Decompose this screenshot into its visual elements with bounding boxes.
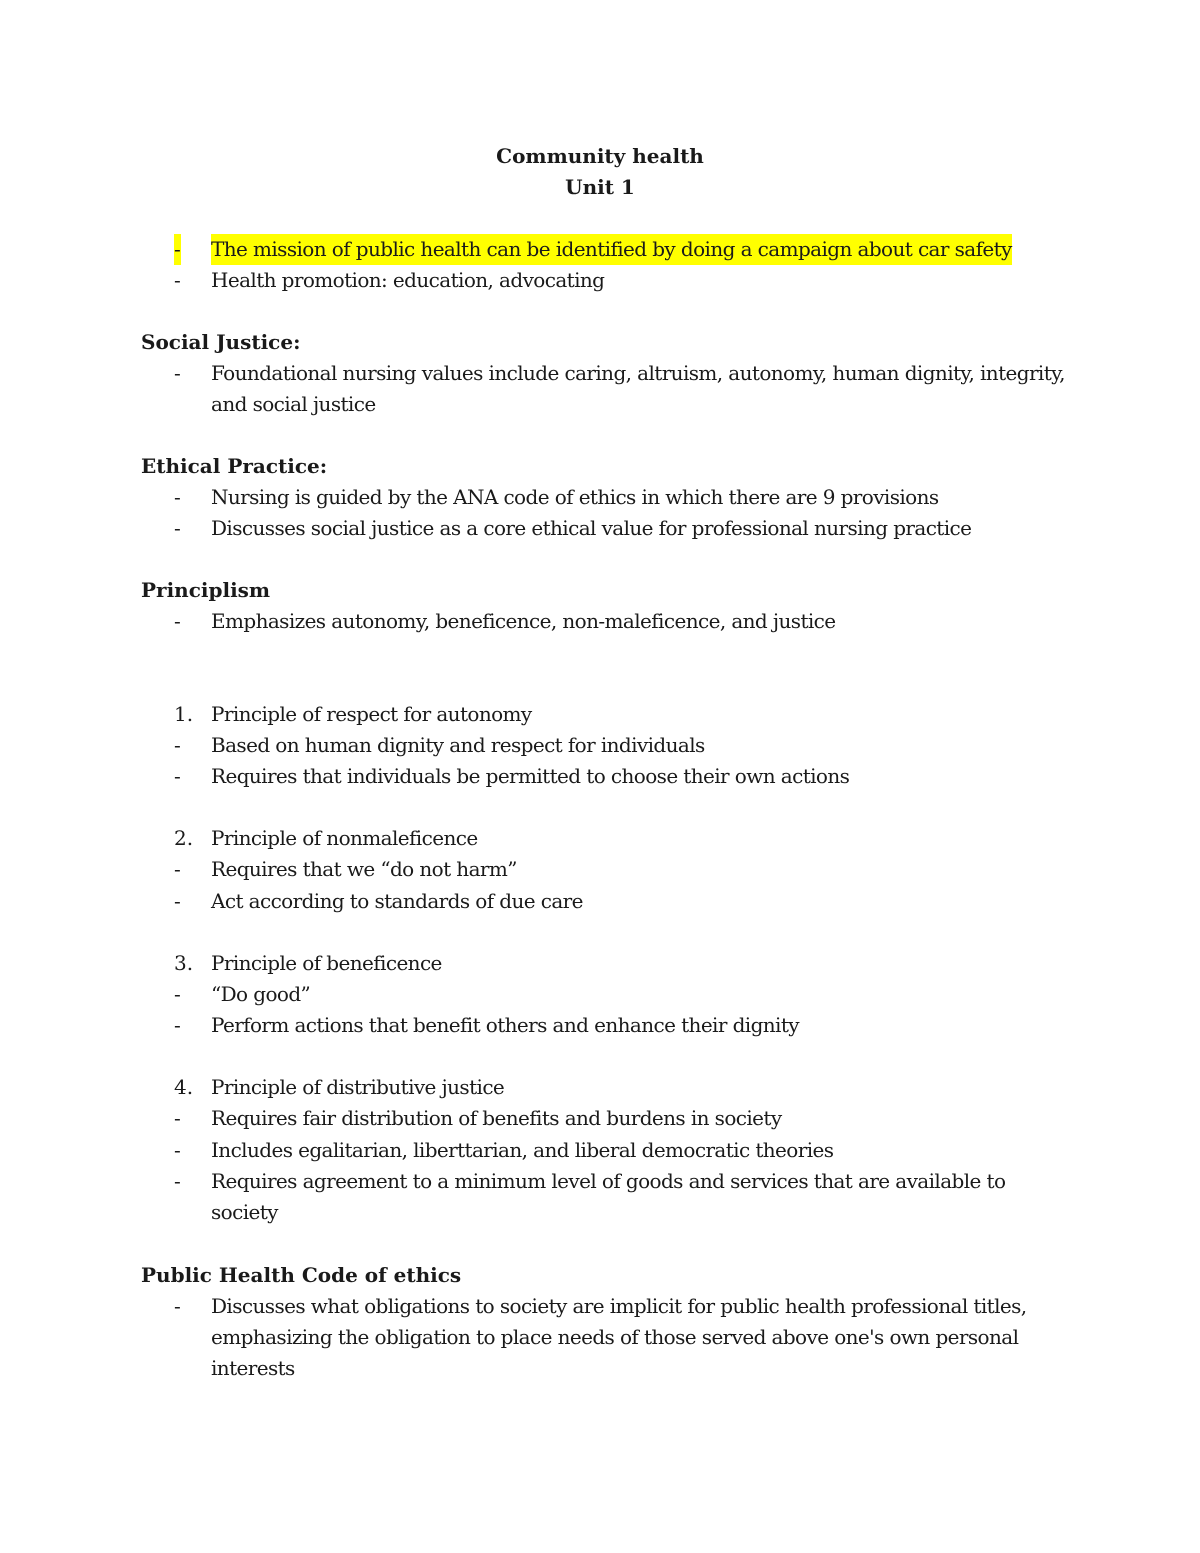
list-item: [141, 1291, 1071, 1384]
list-item: [141, 761, 1071, 792]
section-heading-social-justice: Social Justice:: [141, 330, 301, 354]
bullet-marker: -: [174, 764, 181, 788]
numbered-item: [141, 948, 1071, 979]
list-item-text: Based on human dignity and respect for individuals: [211, 733, 705, 757]
principle-title: Principle of respect for autonomy: [211, 702, 532, 726]
bullet-marker: -: [174, 234, 181, 265]
list-item: [141, 886, 1071, 917]
bullet-marker: -: [174, 268, 181, 292]
list-item: [141, 513, 1071, 544]
list-item-text: Requires that we “do not harm”: [211, 857, 517, 881]
principle-title: Principle of beneficence: [211, 951, 442, 975]
number-marker: 3.: [174, 951, 194, 975]
list-item: [141, 234, 1071, 265]
document-subtitle: Unit 1: [565, 175, 635, 199]
list-item-text: Health promotion: education, advocating: [211, 268, 605, 292]
highlighted-text: The mission of public health can be identified by doing a campaign about car safety: [211, 234, 1012, 265]
bullet-marker: -: [174, 609, 181, 633]
number-marker: 1.: [174, 702, 194, 726]
bullet-marker: -: [174, 361, 181, 385]
bullet-marker: -: [174, 733, 181, 757]
list-item-text: Requires fair distribution of benefits and burdens in society: [211, 1106, 782, 1130]
section-heading-public-health-code: Public Health Code of ethics: [141, 1263, 462, 1287]
list-item-text: Perform actions that benefit others and enhance their dignity: [211, 1013, 799, 1037]
list-item-text: Requires that individuals be permitted to choose their own actions: [211, 764, 850, 788]
bullet-marker: -: [174, 1294, 181, 1318]
bullet-marker: -: [174, 485, 181, 509]
bullet-marker: -: [174, 889, 181, 913]
principle-title: Principle of nonmaleficence: [211, 826, 478, 850]
numbered-item: [141, 1072, 1071, 1103]
list-item: [141, 979, 1071, 1010]
list-item-text: “Do good”: [211, 982, 311, 1006]
bullet-marker: -: [174, 1013, 181, 1037]
bullet-marker: -: [174, 1138, 181, 1162]
list-item-text: Discusses social justice as a core ethical value for professional nursing practice: [211, 516, 972, 540]
principle-title: Principle of distributive justice: [211, 1075, 505, 1099]
list-item: [141, 482, 1071, 513]
list-item: [141, 1103, 1071, 1134]
list-item: [141, 1010, 1071, 1041]
list-item: [141, 730, 1071, 761]
list-item-text: Act according to standards of due care: [211, 889, 583, 913]
list-item: [141, 1135, 1071, 1166]
list-item-text: Foundational nursing values include caring, altruism, autonomy, human dignity, integrity, and social justice: [211, 361, 1065, 416]
numbered-item: [141, 699, 1071, 730]
number-marker: 4.: [174, 1075, 194, 1099]
list-item: [141, 265, 1071, 296]
bullet-marker: -: [174, 982, 181, 1006]
list-item: [141, 606, 1071, 637]
list-item-text: Requires agreement to a minimum level of goods and services that are available to society: [211, 1169, 1006, 1224]
list-item: [141, 358, 1071, 420]
list-item-text: Discusses what obligations to society are implicit for public health professional titles, emphasizing the obligation to place needs of those served above one's own personal interests: [211, 1294, 1027, 1380]
list-item-text: Includes egalitarian, liberttarian, and liberal democratic theories: [211, 1138, 834, 1162]
numbered-item: [141, 823, 1071, 854]
number-marker: 2.: [174, 826, 194, 850]
list-item: [141, 1166, 1071, 1228]
document-title: Community health: [496, 144, 704, 168]
section-heading-principlism: Principlism: [141, 578, 271, 602]
bullet-marker: -: [174, 1169, 181, 1193]
list-item-text: Nursing is guided by the ANA code of ethics in which there are 9 provisions: [211, 485, 939, 509]
section-heading-ethical-practice: Ethical Practice:: [141, 454, 328, 478]
bullet-marker: -: [174, 1106, 181, 1130]
bullet-marker: -: [174, 857, 181, 881]
list-item-text: Emphasizes autonomy, beneficence, non-maleficence, and justice: [211, 609, 836, 633]
bullet-marker: -: [174, 516, 181, 540]
list-item: [141, 854, 1071, 885]
